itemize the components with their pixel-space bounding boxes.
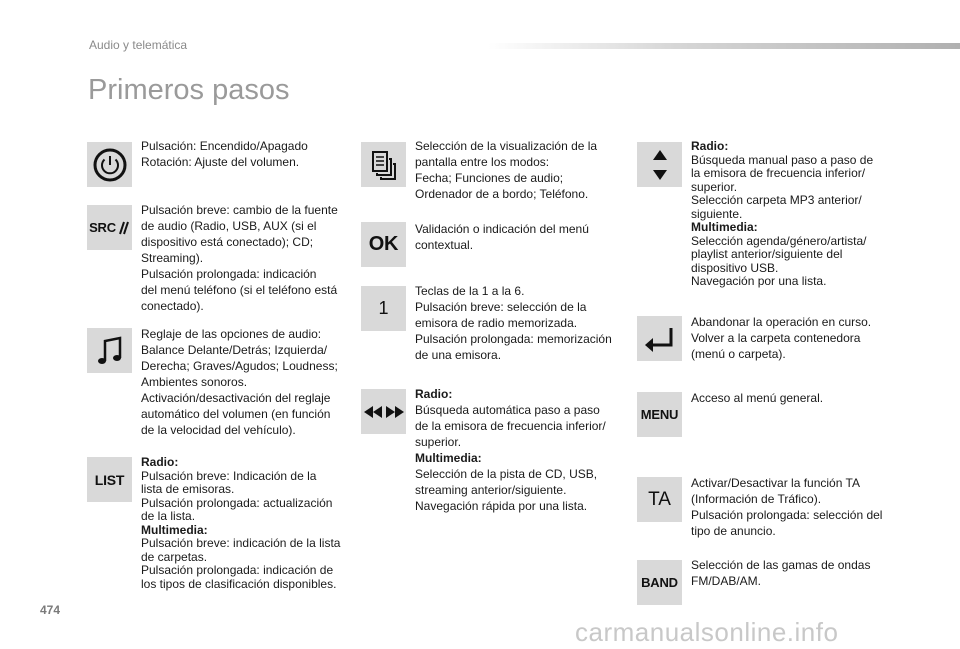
list-description: Radio: Pulsación breve: Indicación de la lista de emisoras. Pulsación prolongada: actualización de la lista. Multimedia: Pulsación breve: indicación de la lista de carpetas. Pulsación prolongada: indicación de los tipos de clasificación disponibles. — [141, 455, 341, 591]
ta-button-icon: TA — [637, 477, 682, 522]
ta-description: Activar/Desactivar la función TA (Información de Tráfico). Pulsación prolongada: selección del tipo de anuncio. — [691, 476, 883, 538]
audio-settings-description: Reglaje de las opciones de audio: Balance Delante/Detrás; Izquierda/ Derecha; Graves/Agudos; Loudness; Ambientes sonoros. Activación/desactivación del reglaje automático del volumen (en función de la velocidad del vehículo). — [141, 327, 338, 437]
band-description: Selección de las gamas de ondas FM/DAB/AM. — [691, 558, 871, 588]
band-button-icon: BAND — [637, 560, 682, 605]
up-down-arrows-icon — [637, 142, 682, 187]
src-button-icon: SRC — [87, 205, 132, 250]
display-mode-icon — [361, 142, 406, 187]
back-arrow-icon — [637, 316, 682, 361]
page-title: Primeros pasos — [88, 74, 290, 106]
preset-keys-icon: 1 — [361, 286, 406, 331]
ok-description: Validación o indicación del menú contextual. — [415, 222, 589, 252]
up-down-description: Radio: Búsqueda manual paso a paso de la emisora de frecuencia inferior/ superior. Selección carpeta MP3 anterior/ siguiente. Multimedia: Selección agenda/género/artista/ playlist anterior/siguiente del dispositivo USB. Navegación por una lista. — [691, 139, 874, 288]
power-button-icon — [87, 142, 132, 187]
music-note-icon — [87, 328, 132, 373]
ok-button-icon: OK — [361, 222, 406, 267]
seek-description: Radio: Búsqueda automática paso a paso de la emisora de frecuencia inferior/ superior. Multimedia: Selección de la pista de CD, USB, streaming anterior/siguiente. Navegación rápida por una lista. — [415, 387, 606, 513]
section-header: Audio y telemática — [89, 38, 188, 52]
menu-button-icon: MENU — [637, 392, 682, 437]
list-button-icon: LIST — [87, 457, 132, 502]
header-rule — [488, 43, 960, 49]
watermark: carmanualsonline.info — [575, 617, 839, 647]
preset-keys-description: Teclas de la 1 a la 6. Pulsación breve: selección de la emisora de radio memorizada. Pulsación prolongada: memorización de una emisora. — [415, 284, 612, 362]
power-description: Pulsación: Encendido/Apagado Rotación: Ajuste del volumen. — [141, 139, 308, 169]
seek-arrows-icon — [361, 389, 406, 434]
src-description: Pulsación breve: cambio de la fuente de audio (Radio, USB, AUX (si el dispositivo está conectado); CD; Streaming). Pulsación prolongada: indicación del menú teléfono (si el teléfono está conectado). — [141, 203, 338, 313]
display-description: Selección de la visualización de la pantalla entre los modos: Fecha; Funciones de audio; Ordenador de a bordo; Teléfono. — [415, 139, 598, 201]
back-description: Abandonar la operación en curso. Volver a la carpeta contenedora (menú o carpeta). — [691, 315, 872, 361]
page-number: 474 — [40, 603, 61, 617]
menu-description: Acceso al menú general. — [691, 391, 824, 405]
